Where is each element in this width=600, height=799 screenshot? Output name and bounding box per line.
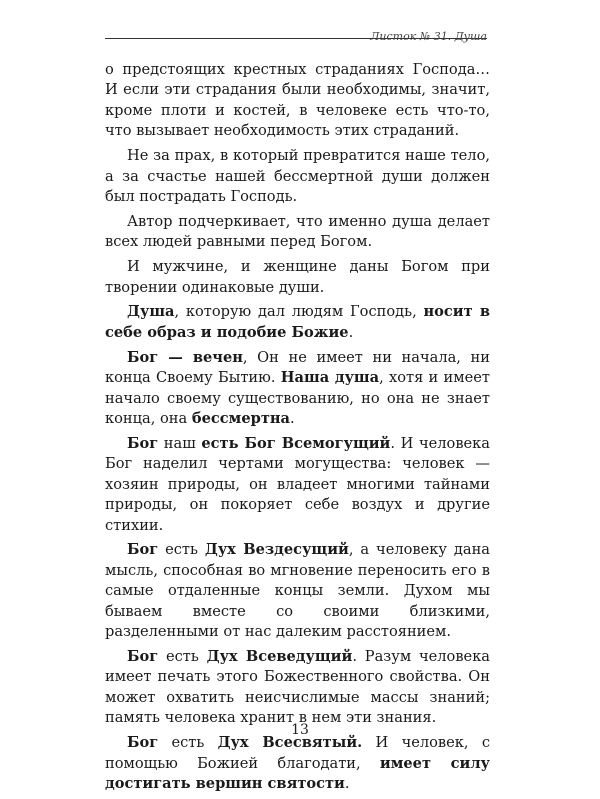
text-run: И человек, с помощью Божией благодати, bbox=[105, 734, 490, 772]
bold-text: Бог bbox=[127, 734, 159, 752]
text-run: есть bbox=[158, 541, 205, 559]
bold-text: Бог bbox=[127, 541, 159, 559]
paragraph bbox=[105, 647, 490, 729]
text-run: , хотя и имеет начало своему существованию, но она не знает конца, она bbox=[105, 369, 490, 427]
bold-text: Дух Вездесущий bbox=[204, 541, 349, 559]
text-run: есть bbox=[158, 734, 218, 752]
text-run: , Он не имеет ни начала, ни конца Своему Бытию. bbox=[105, 348, 490, 387]
text-run: . И человека Бог наделил чертами могущества: человек — хозяин природы, он владеет многими тайнами природы, он покоряет себе воздух и другие стихии. bbox=[105, 434, 490, 534]
running-header bbox=[105, 16, 487, 43]
bold-text: бессмертна bbox=[191, 410, 290, 427]
bold-text: Наша душа bbox=[280, 369, 380, 387]
text-run: . Разум человека имеет печать этого Божественного свойства. Он может охватить неисчислимые массы знаний; память человека хранит в нем эти знания. bbox=[105, 647, 491, 727]
paragraph bbox=[105, 434, 490, 536]
running-head-title: Листок № 31. Душа bbox=[370, 30, 487, 43]
bold-text: Дух Всеведущий bbox=[206, 647, 353, 665]
bold-text: Душа bbox=[127, 303, 175, 321]
paragraph bbox=[105, 540, 490, 642]
page-number: 13 bbox=[291, 722, 309, 738]
text-run: наш bbox=[158, 434, 202, 452]
bold-text: носит в себе образ и подобие Божие bbox=[105, 303, 491, 341]
bold-text: Бог bbox=[127, 434, 159, 452]
paragraph bbox=[105, 302, 490, 343]
text-run: о предстоящих крестных страданиях Господа… И если эти страдания были необходимы, значит, кроме плоти и костей, в человеке есть что-то, что вызывает необходимость этих страданий. bbox=[105, 61, 490, 140]
paragraph bbox=[105, 146, 490, 207]
bold-text: Бог bbox=[127, 647, 159, 665]
text-run: Не за прах, в который превратится наше тело, а за счастье нашей бессмертной души должен был пострадать Господь. bbox=[105, 147, 490, 205]
paragraph bbox=[105, 348, 490, 430]
text-run: . bbox=[344, 774, 350, 792]
body-text bbox=[105, 60, 490, 799]
bold-text: имеет силу достигать вершин святости bbox=[105, 754, 490, 792]
text-run: , которую дал людям Господь, bbox=[174, 303, 424, 321]
text-run: . bbox=[348, 323, 354, 341]
bold-text: есть Бог Всемогущий bbox=[201, 434, 391, 452]
bold-text: Дух Всесвятый. bbox=[217, 734, 363, 752]
text-run: И мужчине, и женщине даны Богом при творении одинаковые души. bbox=[105, 258, 490, 296]
text-run: Автор подчеркивает, что именно душа делает всех людей равными перед Богом. bbox=[105, 212, 490, 251]
paragraph bbox=[105, 60, 490, 142]
paragraph bbox=[105, 733, 490, 794]
text-run: . bbox=[290, 410, 295, 427]
paragraph bbox=[105, 257, 490, 298]
text-run: , а человеку дана мысль, способная во мгновение переносить его в самые отдаленные концы земли. Духом мы бываем вместе со своими близкими, разделенными от нас далеким расстоянием. bbox=[105, 541, 490, 641]
text-run: есть bbox=[158, 647, 207, 665]
paragraph bbox=[105, 212, 490, 253]
bold-text: Бог — вечен bbox=[127, 348, 243, 366]
